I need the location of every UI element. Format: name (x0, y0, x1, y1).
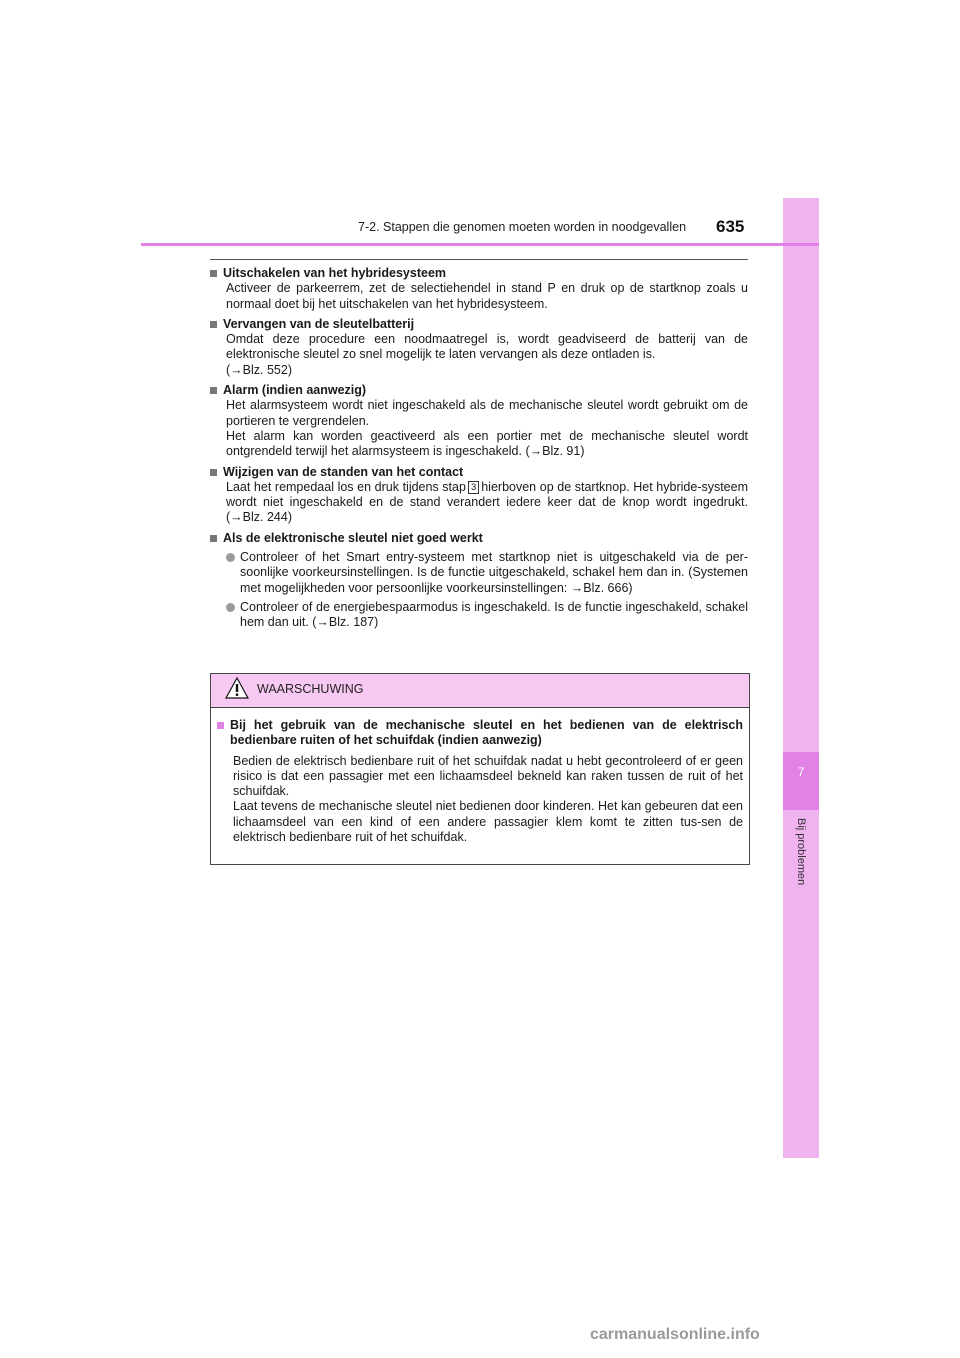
circle-bullet-icon (226, 553, 235, 562)
warning-box (210, 673, 750, 865)
item-body: Laat het rempedaal los en druk tijdens stap (226, 479, 466, 494)
item-body: Het alarmsysteem wordt niet ingeschakeld als de mechanische sleutel wordt gebruikt om de portieren te vergrendelen. (226, 398, 748, 428)
item-body: hierboven op de startknop. Het hybride-systeem wordt niet ingeschakeld en de stand verandert iedere keer dat de knop wordt ingedrukt. (→Blz. 244) (226, 479, 748, 525)
item-key-malfunction (210, 531, 748, 631)
section-title: 7-2. Stappen die genomen moeten worden in noodgevallen (358, 220, 687, 234)
square-bullet-icon (210, 321, 217, 328)
warning-title: Bij het gebruik van de mechanische sleutel en het bedienen van de elektrisch bedienbare ruiten of het schuifdak (indien aanwezig) (230, 718, 743, 748)
item-title: Vervangen van de sleutelbatterij (223, 316, 415, 331)
square-bullet-icon (217, 722, 224, 729)
item-title: Alarm (indien aanwezig) (223, 383, 367, 398)
item-title: Uitschakelen van het hybridesysteem (223, 266, 447, 280)
warning-text: Bedien de elektrisch bedienbare ruit of het schuifdak nadat u hebt gecontroleerd of er geen risico is dat een passagier met een lichaamsdeel bekneld kan raken tussen de ruit of het schuifdak. (233, 753, 743, 799)
item-body: Activeer de parkeerrem, zet de selectiehendel in stand P en druk op de startknop zoals u normaal doet bij het uitschakelen van het hybridesysteem. (226, 281, 748, 311)
step-number-box: 3 (468, 481, 479, 494)
list-item (210, 600, 748, 631)
item-title: Wijzigen van de standen van het contact (223, 464, 464, 479)
item-ignition-modes (210, 465, 748, 526)
header-rule (141, 243, 819, 246)
warning-header (211, 674, 749, 708)
item-body: Het alarm kan worden geactiveerd als een portier met de mechanische sleutel wordt ontgrendeld terwijl het alarmsysteem is ingeschakeld. (→Blz. 91) (226, 428, 748, 459)
warning-body (211, 708, 749, 845)
item-hybrid-shutdown (210, 266, 748, 312)
warning-text: Laat tevens de mechanische sleutel niet bedienen door kinderen. Het kan gebeuren dat een lichaamsdeel van een kind of een andere passagier klem komt te zitten tus-sen de elektrisch bedienbare ruit of het schuifdak. (233, 799, 743, 845)
square-bullet-icon (210, 387, 217, 394)
item-body: Omdat deze procedure een noodmaatregel is, wordt geadviseerd de batterij van de elektronische sleutel zo snel mogelijk te laten vervangen als deze ontladen is. (226, 332, 748, 362)
chapter-number: 7 (797, 765, 805, 779)
page-number: 635 (716, 217, 745, 236)
circle-bullet-icon (226, 603, 235, 612)
item-title: Als de elektronische sleutel niet goed werkt (223, 530, 483, 545)
watermark: carmanualsonline.info (590, 1326, 760, 1343)
bullet-text: Controleer of de energiebespaarmodus is ingeschakeld. Is de functie ingeschakeld, schakel hem dan uit. (→Blz. 187) (240, 599, 748, 630)
chapter-number-tab (783, 752, 819, 810)
chapter-label: Bij problemen (795, 818, 807, 886)
item-key-battery (210, 317, 748, 378)
page-reference: (→Blz. 552) (226, 362, 292, 377)
square-bullet-icon (210, 270, 217, 277)
bullet-text: Controleer of het Smart entry-systeem met startknop niet is uitgeschakeld via de per-soonlijke voorkeursinstellingen. Is de functie uitgeschakeld, schakel hem dan in. (Systemen met mogelijkheden voor persoonlijke voorkeursinstellingen: →Blz. 666) (240, 550, 748, 595)
warning-label: WAARSCHUWING (257, 682, 364, 696)
chapter-side-tab (783, 198, 819, 1158)
warning-triangle-icon (225, 676, 249, 700)
list-item (210, 550, 748, 596)
square-bullet-icon (210, 535, 217, 542)
main-content (210, 266, 748, 636)
content-top-rule (210, 259, 748, 260)
item-alarm (210, 383, 748, 459)
square-bullet-icon (210, 469, 217, 476)
